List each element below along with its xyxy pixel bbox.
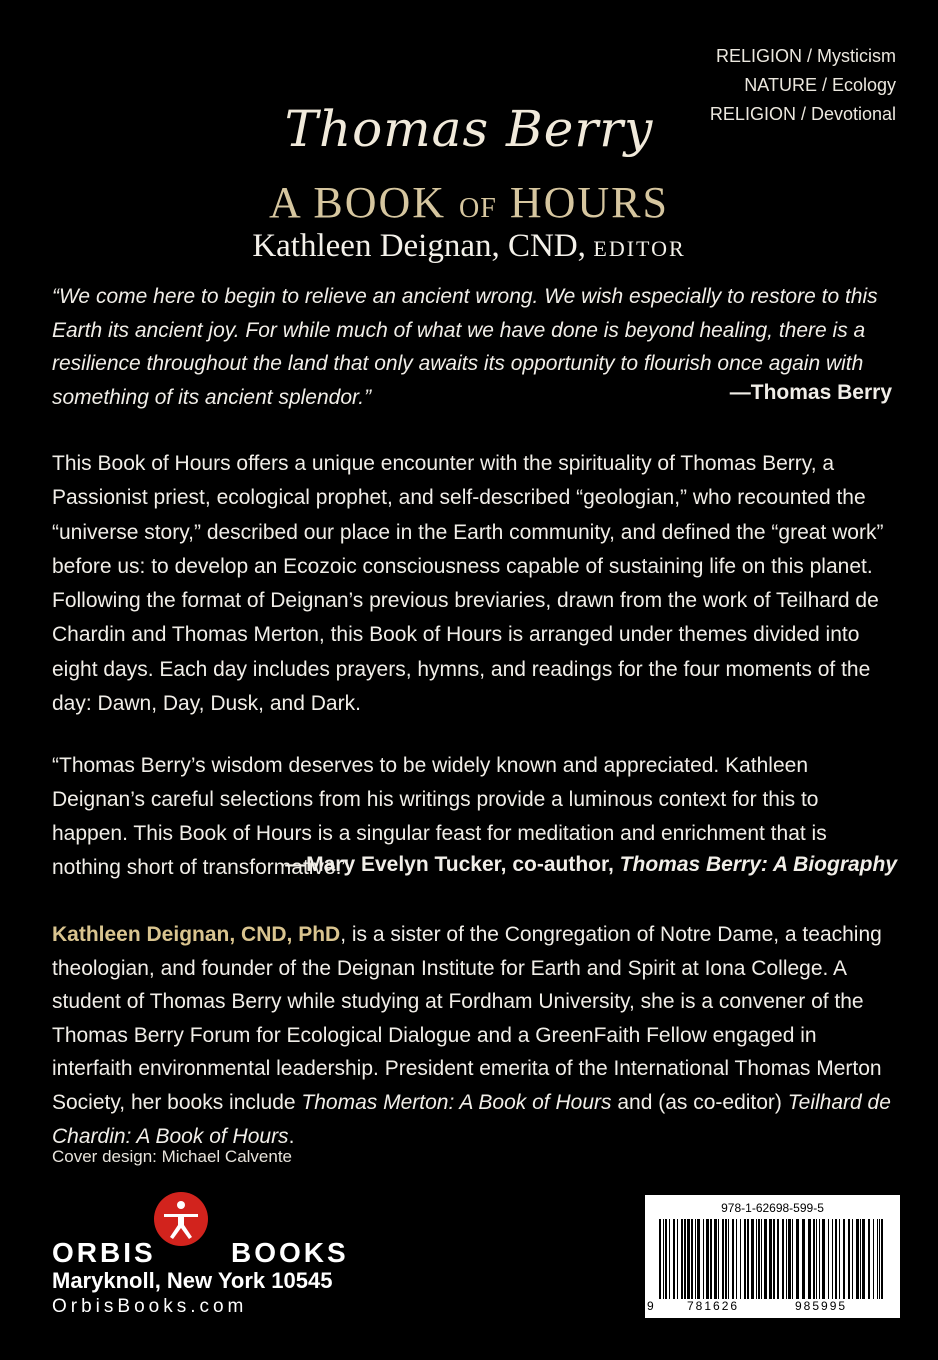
barcode-bar — [819, 1219, 820, 1299]
barcode-bar — [669, 1219, 670, 1299]
barcode-bar — [839, 1219, 840, 1299]
barcode-bar — [879, 1219, 880, 1299]
barcode-bar — [706, 1219, 709, 1299]
editor-role: EDITOR — [585, 236, 686, 261]
barcode-bar — [822, 1219, 825, 1299]
barcode-bar — [873, 1219, 874, 1299]
barcode-digit: 9 — [647, 1299, 654, 1313]
barcode-bar — [832, 1219, 833, 1299]
barcode-bar — [665, 1219, 667, 1299]
book-title-part: HOURS — [496, 178, 669, 227]
barcode-bar — [786, 1219, 787, 1299]
endorser: —Mary Evelyn Tucker, co-author, — [285, 853, 620, 876]
barcode-bar — [751, 1219, 754, 1299]
barcode-bar — [703, 1219, 704, 1299]
barcode-bar — [828, 1219, 829, 1299]
barcode-bar — [673, 1219, 675, 1299]
barcode-bar — [728, 1219, 729, 1299]
barcode-digits-left: 781626 — [687, 1299, 740, 1313]
barcode-bar — [816, 1219, 817, 1299]
barcode-bar — [852, 1219, 853, 1299]
barcode-bar — [714, 1219, 717, 1299]
book-title-part: OF — [459, 193, 497, 224]
bio-text: . — [288, 1124, 295, 1148]
barcode-bar — [843, 1219, 845, 1299]
editor-line — [0, 228, 938, 265]
isbn-number: 978-1-62698-599-5 — [721, 1201, 824, 1215]
barcode-bar — [718, 1219, 719, 1299]
barcode-bar — [773, 1219, 775, 1299]
editor-name: Kathleen Deignan, CND, — [252, 228, 586, 264]
barcode-bar — [792, 1219, 793, 1299]
endorser-book-title: Thomas Berry: A Biography — [619, 853, 897, 876]
barcode-bars — [651, 1219, 894, 1299]
book-description: This Book of Hours offers a unique encounter with the spirituality of Thomas Berry, a Passionist priest, ecological prophet, and self-described “geologian,” who recounted the “universe story,” described our place in the Earth community, and defined the “great work” before us: to develop an Ecozoic consciousness capable of sustaining life on this planet. Following the format of Deignan’s previous breviaries, drawn from the work of Teilhard de Chardin and Thomas Merton, this Book of Hours is arranged under themes divided into eight days. Each day includes prayers, hymns, and readings for the four moments of the day: Dawn, Day, Dusk, and Dark. — [52, 452, 884, 716]
orbis-logo-icon — [154, 1192, 208, 1246]
barcode-bar — [691, 1219, 693, 1299]
category-label: RELIGION / Mysticism — [715, 46, 896, 66]
bio-text: and (as co-editor) — [611, 1090, 788, 1114]
barcode-bar — [677, 1219, 678, 1299]
barcode-bar — [848, 1219, 850, 1299]
publisher-website: OrbisBooks.com — [52, 1296, 248, 1317]
barcode-bar — [684, 1219, 686, 1299]
barcode-bar — [747, 1219, 749, 1299]
barcode-bar — [877, 1219, 878, 1299]
barcode-bar — [740, 1219, 741, 1299]
category-label: RELIGION / Devotional — [709, 104, 896, 124]
barcode-bar — [796, 1219, 799, 1299]
barcode-bar — [788, 1219, 791, 1299]
publisher-name-word: ORBIS — [52, 1237, 156, 1268]
barcode-bar — [761, 1219, 762, 1299]
epigraph-quote: “We come here to begin to relieve an ancient wrong. We wish especially to restore to this Earth its ancient joy. For while much of what we have done is beyond healing, there is a resilience throughout the land that only awaits its opportunity to flourish once again with something of its ancient splendor.” — [52, 285, 878, 409]
barcode-bar — [736, 1219, 737, 1299]
quote-attribution: —Thomas Berry — [729, 381, 892, 404]
barcode-bar — [808, 1219, 811, 1299]
endorsement-attribution — [285, 853, 897, 877]
bio-text: , is a sister of the Congregation of Notre Dame, a teaching theologian, and founder of the Deignan Institute for Earth and Spirit at Iona College. A student of Thomas Berry while studying at Fordham University, she is a convener of the Thomas Berry Forum for Ecological Dialogue and a GreenFaith Fellow engaged in interfaith environmental leadership. President emerita of the International Thomas Merton Society, her books include — [52, 923, 882, 1114]
barcode-bar — [725, 1219, 727, 1299]
barcode-bar — [710, 1219, 712, 1299]
barcode-bar — [777, 1219, 779, 1299]
book-title-part: A BOOK — [269, 178, 460, 227]
barcode-bar — [782, 1219, 784, 1299]
barcode-bar — [835, 1219, 837, 1299]
barcode-bar — [856, 1219, 859, 1299]
barcode-bar — [813, 1219, 815, 1299]
editor-bio — [52, 918, 898, 1153]
book-title — [0, 177, 938, 228]
barcode-bar — [758, 1219, 760, 1299]
barcode-bar — [732, 1219, 734, 1299]
barcode-bar — [868, 1219, 870, 1299]
barcode-bar — [681, 1219, 683, 1299]
barcode-bar — [764, 1219, 767, 1299]
barcode-bar — [722, 1219, 724, 1299]
barcode-bar — [663, 1219, 664, 1299]
publisher-address: Maryknoll, New York 10545 — [52, 1268, 333, 1293]
barcode-bar — [744, 1219, 746, 1299]
bio-book-title: Thomas Merton: A Book of Hours — [301, 1090, 612, 1114]
endorsement-quote: “Thomas Berry’s wisdom deserves to be widely known and appreciated. Kathleen Deignan’s careful selections from his writings provide a luminous context for this to happen. This Book of Hours is a singular feast for meditation and enrichment that is nothing short of transformative.” — [52, 754, 827, 879]
barcode-bar — [659, 1219, 661, 1299]
barcode-bar — [860, 1219, 861, 1299]
author-script-title: Thomas Berry — [284, 100, 654, 158]
cover-design-credit: Cover design: Michael Calvente — [52, 1147, 293, 1166]
barcode-digits-right: 985995 — [795, 1299, 848, 1313]
isbn-barcode — [645, 1195, 900, 1318]
barcode-bar — [862, 1219, 865, 1299]
bio-name: Kathleen Deignan, CND, PhD — [52, 923, 341, 946]
publisher-name-word: BOOKS — [231, 1237, 349, 1268]
category-label: NATURE / Ecology — [744, 75, 896, 95]
bio-book-title: Teilhard de Chardin: A Book of Hours — [52, 1090, 891, 1148]
barcode-bar — [881, 1219, 883, 1299]
barcode-bar — [697, 1219, 700, 1299]
barcode-bar — [687, 1219, 690, 1299]
barcode-bar — [756, 1219, 757, 1299]
barcode-bar — [695, 1219, 696, 1299]
barcode-bar — [769, 1219, 772, 1299]
barcode-bar — [802, 1219, 805, 1299]
